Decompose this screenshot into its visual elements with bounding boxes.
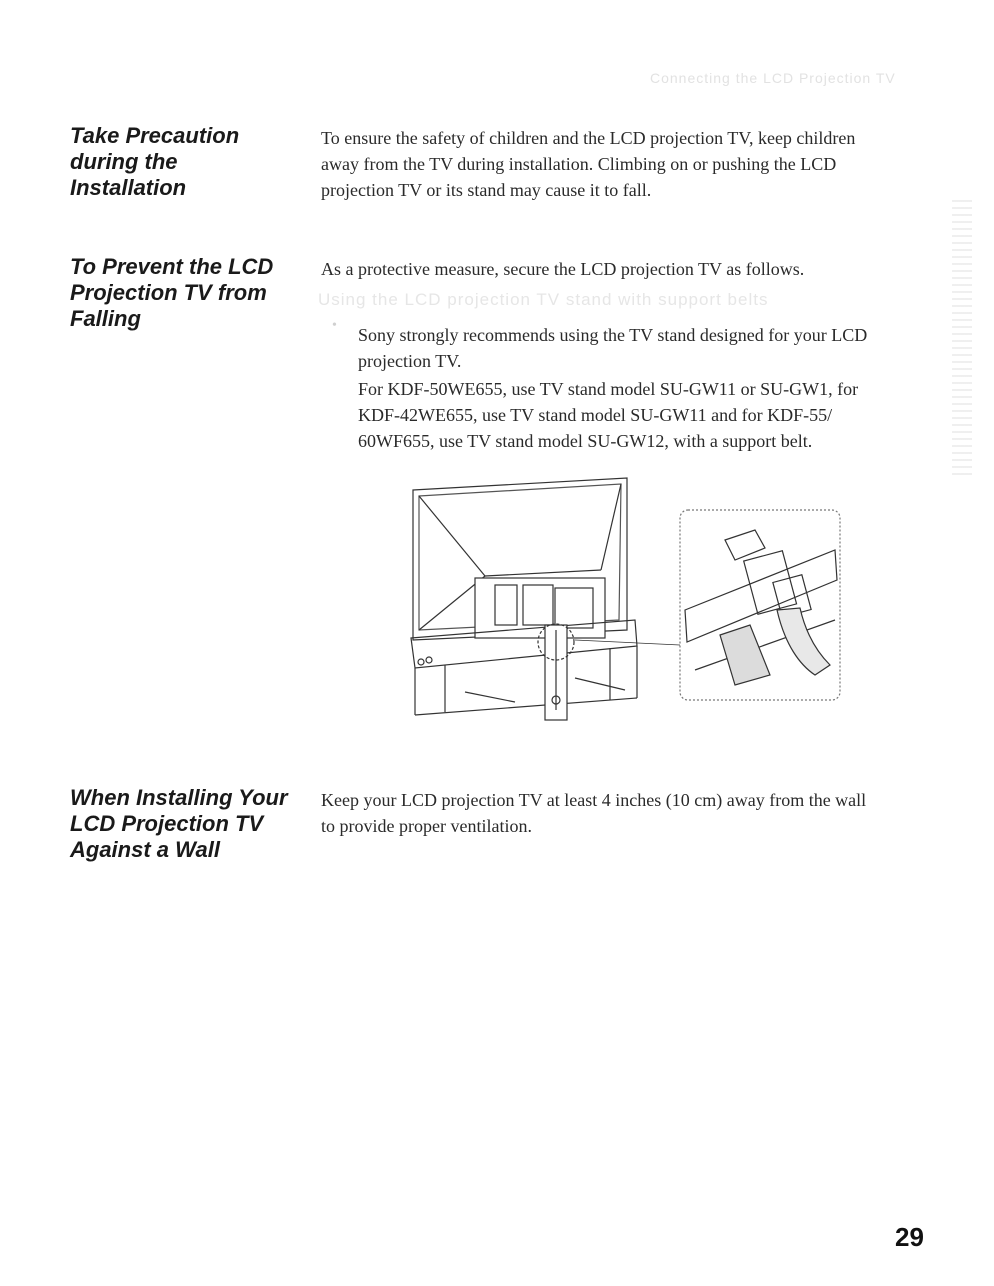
text-line: 60WF655, use TV stand model SU-GW12, with a support belt. bbox=[358, 431, 813, 451]
heading-line: Installation bbox=[70, 175, 187, 200]
prevent-para-1 bbox=[358, 322, 948, 374]
heading-line: When Installing Your bbox=[70, 785, 288, 810]
heading-line: Falling bbox=[70, 306, 141, 331]
precaution-section bbox=[70, 123, 940, 213]
text-line: To ensure the safety of children and the LCD projection TV, keep children bbox=[321, 128, 856, 148]
text-line: projection TV or its stand may cause it to fall. bbox=[321, 180, 652, 200]
heading-line: LCD Projection TV bbox=[70, 811, 264, 836]
text-line: KDF-42WE655, use TV stand model SU-GW11 and for KDF-55/ bbox=[358, 405, 833, 425]
precaution-text bbox=[321, 125, 941, 203]
wall-heading bbox=[70, 785, 310, 863]
heading-line: To Prevent the LCD bbox=[70, 254, 274, 279]
text-line: Sony strongly recommends using the TV stand designed for your LCD bbox=[358, 325, 868, 345]
support-belt-detail-drawing bbox=[680, 510, 840, 700]
text-line: to provide proper ventilation. bbox=[321, 816, 532, 836]
running-header: Connecting the LCD Projection TV bbox=[650, 70, 896, 86]
text-line: projection TV. bbox=[358, 351, 462, 371]
heading-line: Take Precaution bbox=[70, 123, 240, 148]
tv-stand-illustration bbox=[405, 470, 845, 725]
prevent-para-2 bbox=[358, 376, 948, 454]
precaution-heading bbox=[70, 123, 300, 201]
page-edge-marks bbox=[952, 200, 972, 480]
tv-on-stand-drawing bbox=[411, 478, 680, 720]
heading-line: during the bbox=[70, 149, 178, 174]
text-line: Keep your LCD projection TV at least 4 inches (10 cm) away from the wall bbox=[321, 790, 867, 810]
prevent-subheading: Using the LCD projection TV stand with support belts bbox=[318, 290, 769, 309]
heading-line: Against a Wall bbox=[70, 837, 220, 862]
wall-section bbox=[70, 785, 940, 875]
bullet-mark: • bbox=[332, 318, 337, 333]
text-line: For KDF-50WE655, use TV stand model SU-GW11 or SU-GW1, for bbox=[358, 379, 859, 399]
prevent-heading bbox=[70, 254, 300, 332]
prevent-intro: As a protective measure, secure the LCD projection TV as follows. bbox=[321, 259, 805, 279]
page-number: 29 bbox=[895, 1222, 924, 1252]
heading-line: Projection TV from bbox=[70, 280, 267, 305]
text-line: away from the TV during installation. Climbing on or pushing the LCD bbox=[321, 154, 837, 174]
wall-text bbox=[321, 787, 941, 839]
